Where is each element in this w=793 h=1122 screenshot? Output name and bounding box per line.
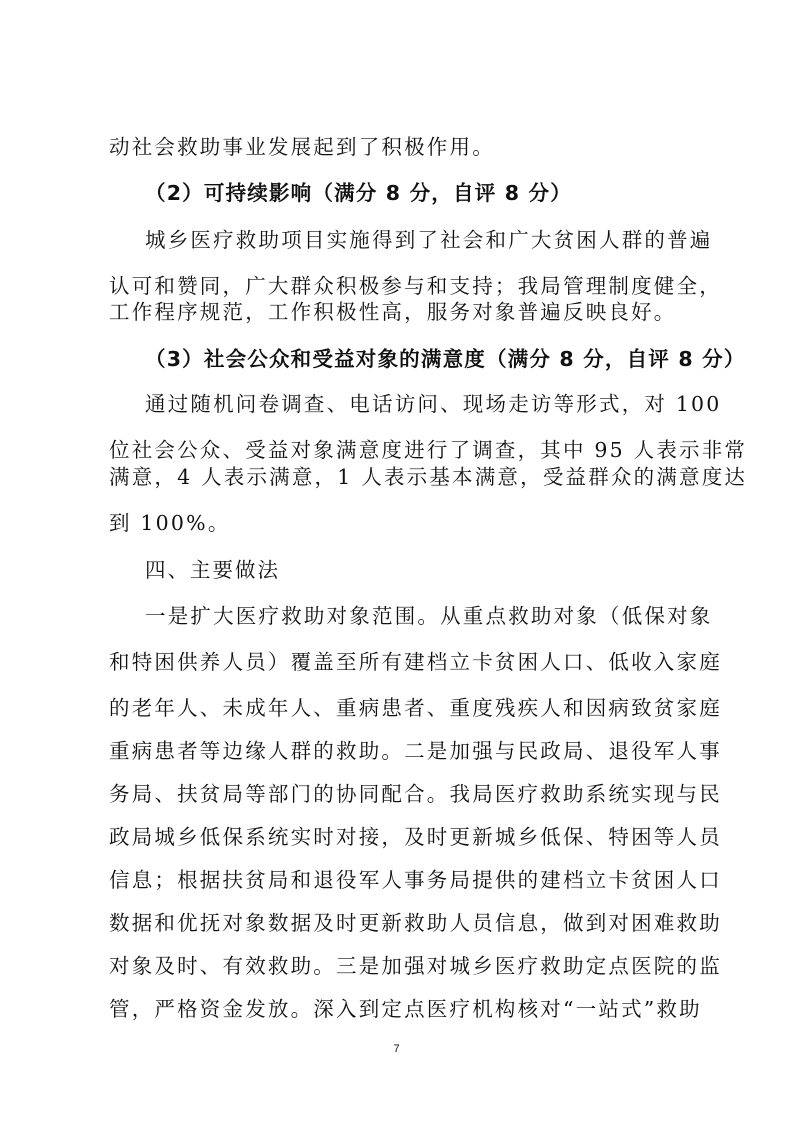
- paragraph-line: 信息；根据扶贫局和退役军人事务局提供的建档立卡贫困人口: [109, 868, 722, 892]
- paragraph-line: 一是扩大医疗救助对象范围。从重点救助对象（低保对象: [145, 604, 713, 628]
- paragraph-line: 认可和赞同，广大群众积极参与和支持；我局管理制度健全，: [109, 274, 722, 298]
- subheading-satisfaction: （3）社会公众和受益对象的满意度（满分 8 分，自评 8 分）: [145, 347, 746, 371]
- page-number: 7: [393, 1043, 400, 1055]
- paragraph-line: 工作程序规范，工作积极性高，服务对象普遍反映良好。: [109, 300, 677, 324]
- section-title-main-practices: 四、主要做法: [145, 558, 280, 582]
- paragraph-line: 通过随机问卷调查、电话访问、现场走访等形式，对 100: [145, 392, 722, 416]
- paragraph-line: 城乡医疗救助项目实施得到了社会和广大贫困人群的普遍: [145, 228, 713, 252]
- paragraph-line: 政局城乡低保系统实时对接，及时更新城乡低保、特困等人员: [109, 825, 722, 849]
- paragraph-line: 务局、扶贫局等部门的协同配合。我局医疗救助系统实现与民: [109, 782, 722, 806]
- paragraph-line: 对象及时、有效救助。三是加强对城乡医疗救助定点医院的监: [109, 954, 722, 978]
- paragraph-line: 和特困供养人员）覆盖至所有建档立卡贫困人口、低收入家庭: [109, 650, 722, 674]
- paragraph-line: 管，严格资金发放。深入到定点医疗机构核对“一站式”救助: [109, 997, 702, 1021]
- paragraph-line: 位社会公众、受益对象满意度进行了调查，其中 95 人表示非常: [109, 438, 748, 462]
- subheading-sustainability: （2）可持续影响（满分 8 分，自评 8 分）: [145, 181, 572, 205]
- paragraph-line: 的老年人、未成年人、重病患者、重度残疾人和因病致贫家庭: [109, 696, 722, 720]
- paragraph-line: 重病患者等边缘人群的救助。二是加强与民政局、退役军人事: [109, 739, 722, 763]
- paragraph-line: 数据和优抚对象数据及时更新救助人员信息，做到对困难救助: [109, 911, 722, 935]
- paragraph-line: 动社会救助事业发展起到了积极作用。: [109, 135, 495, 159]
- paragraph-line: 满意，4 人表示满意，1 人表示基本满意，受益群众的满意度达: [109, 465, 748, 489]
- paragraph-line: 到 100%。: [109, 511, 231, 535]
